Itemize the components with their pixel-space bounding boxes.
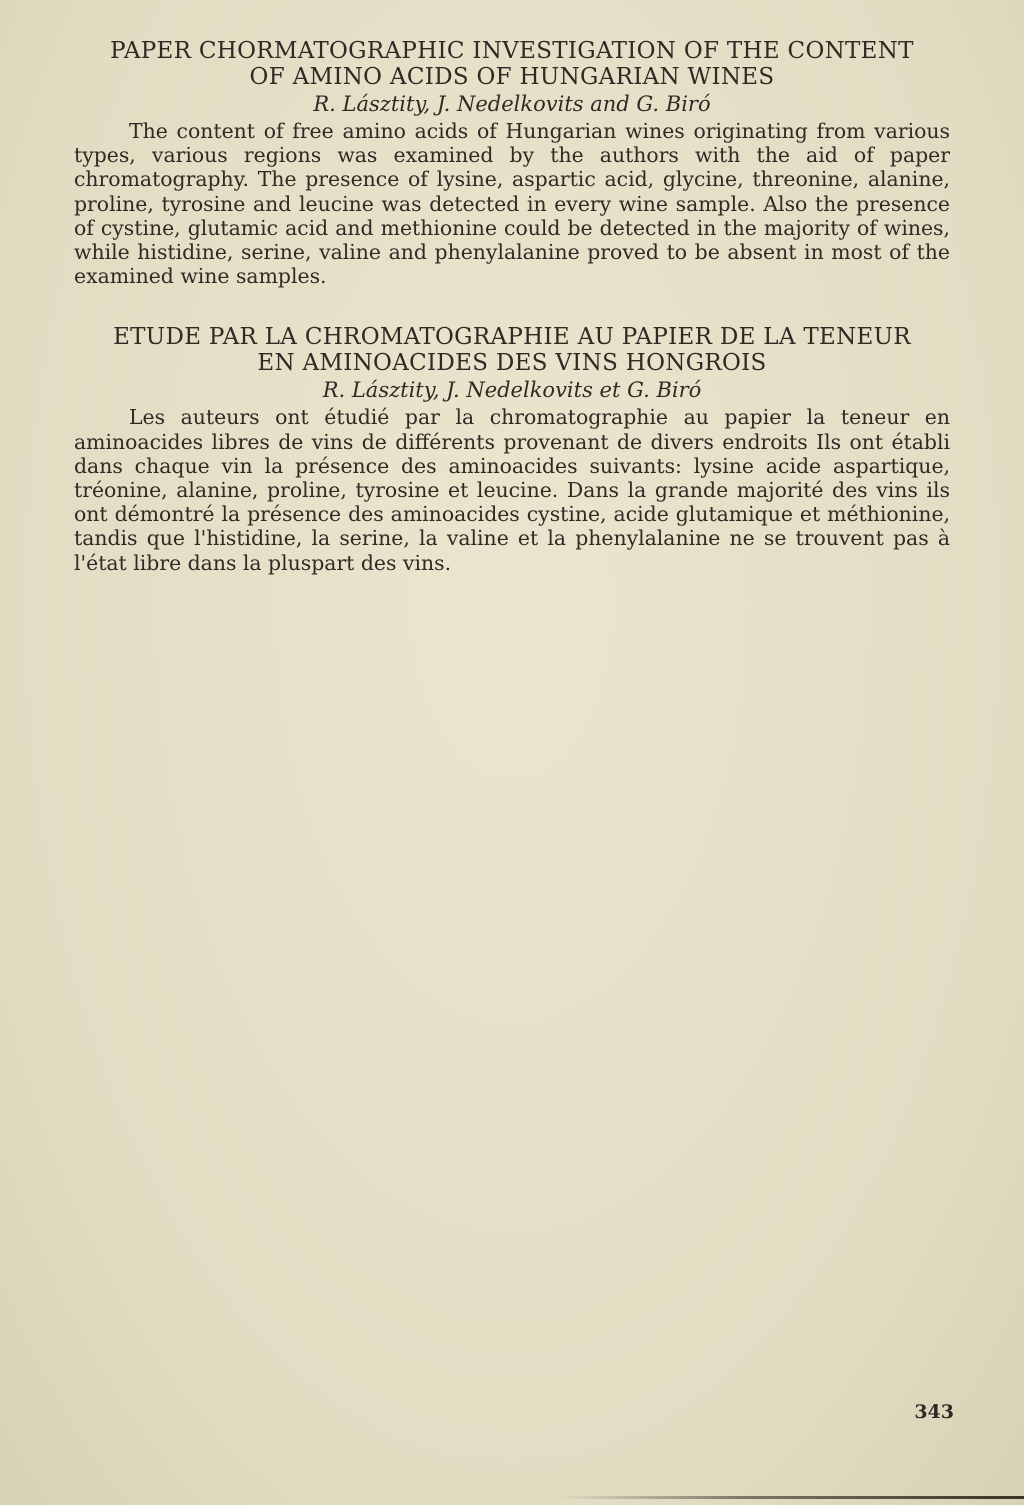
article-abstract: The content of free amino acids of Hungarian wines originating from various types, various regions was examined by the authors with the aid of paper chromatography. The presence of lysine, aspartic acid, glycine, threonine, alanine, proline, tyrosine and leucine was detected in every wine sample. Also the presence of cystine, glutamic acid and methionine could be detected in the majority of wines, while histidine, serine, valine and phenylalanine proved to be absent in most of the examined wine samples.: [74, 119, 950, 289]
article-title: [74, 324, 950, 376]
page-content: [74, 38, 950, 611]
article-title: [74, 38, 950, 90]
article-authors: R. Lásztity, J. Nedelkovits and G. Biró: [313, 92, 711, 116]
article-english: [74, 38, 950, 288]
article-title-line-2: OF AMINO ACIDS OF HUNGARIAN WINES: [249, 64, 775, 90]
article-authors: R. Lásztity, J. Nedelkovits et G. Biró: [322, 378, 702, 403]
article-abstract: Les auteurs ont étudié par la chromatographie au papier la teneur en aminoacides libres de vins de différents provenant de divers endroits Ils ont établi dans chaque vin la présence des aminoacides suivants: lysine acide aspartique, tréonine, alanine, proline, tyrosine et leucine. Dans la grande majorité des vins ils ont démontré la présence des aminoacides cystine, acide glutamique et méthionine, tandis que l'histidine, la serine, la valine et la phenylalanine ne se trouvent pas à l'état libre dans la pluspart des vins.: [74, 405, 950, 575]
article-title-line-2: EN AMINOACIDES DES VINS HONGROIS: [257, 350, 767, 377]
article-title-line-1: ETUDE PAR LA CHROMATOGRAPHIE AU PAPIER DE LA TENEUR: [113, 324, 911, 351]
article-french: [74, 324, 950, 574]
page-number: 343: [914, 1401, 954, 1423]
bottom-edge-rule: [560, 1496, 1024, 1499]
article-title-line-1: PAPER CHORMATOGRAPHIC INVESTIGATION OF THE CONTENT: [110, 38, 914, 64]
